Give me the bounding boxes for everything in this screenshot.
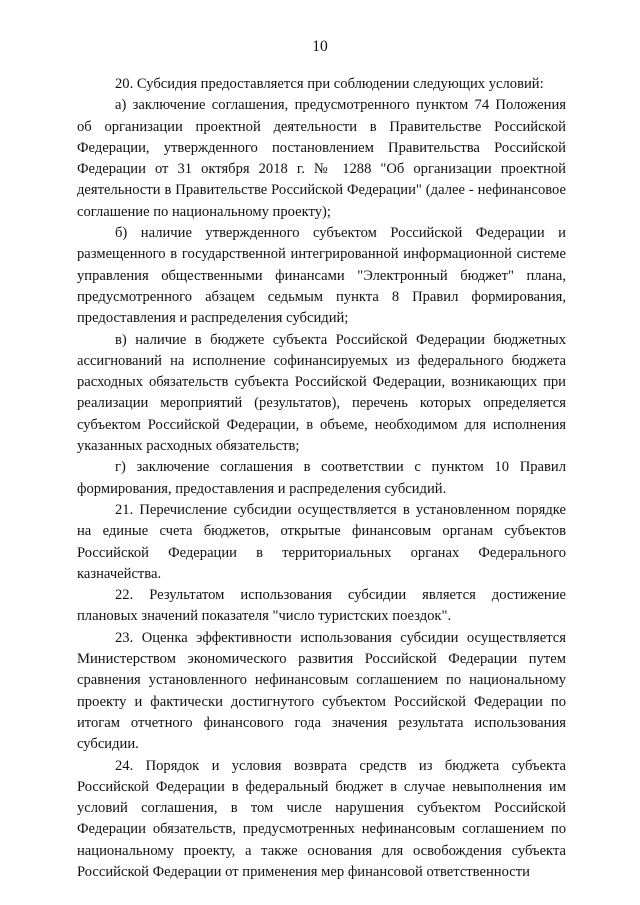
paragraph-20b: б) наличие утвержденного субъектом Российской Федерации и размещенного в государственной интегрированной информационной системе управления общественными финансами "Электронный бюджет" плана, предусмотренного абзацем седьмым пункта 8 Правил формирования, предоставления и распределения субсидий;: [77, 225, 566, 327]
paragraph-20g: г) заключение соглашения в соответствии с пунктом 10 Правил формирования, предоставления и распределения субсидий.: [77, 459, 566, 497]
page-number: 10: [312, 38, 328, 55]
paragraph-22: 22. Результатом использования субсидии является достижение плановых значений показателя "число туристских поездок".: [77, 587, 566, 625]
paragraph-20v: в) наличие в бюджете субъекта Российской Федерации бюджетных ассигнований на исполнение софинансируемых из федерального бюджета расходных обязательств субъекта Российской Федерации, возникающих при реализации мероприятий (результатов), перечень которых определяется субъектом Российской Федерации, в объеме, необходимом для исполнения указанных расходных обязательств;: [77, 331, 566, 455]
paragraph-20: 20. Субсидия предоставляется при соблюдении следующих условий:: [115, 76, 544, 92]
paragraph-21: 21. Перечисление субсидии осуществляется в установленном порядке на единые счета бюджетов, открытые финансовым органам субъектов Российской Федерации в территориальных органах Федерального казначейства.: [77, 501, 566, 582]
document-body: [77, 74, 566, 883]
paragraph-20a: а) заключение соглашения, предусмотренного пунктом 74 Положения об организации проектной деятельности в Правительстве Российской Федерации, утвержденного постановлением Правительства Российской Федерации от 31 октября 2018 г. № 1288 "Об организации проектной деятельности в Правительстве Российской Федерации" (далее - нефинансовое соглашение по национальному проекту);: [77, 97, 566, 220]
paragraph-24: 24. Порядок и условия возврата средств из бюджета субъекта Российской Федерации в федеральный бюджет в случае невыполнения им условий соглашения, в том числе нарушения субъектом Российской Федерации обязательств, предусмотренных нефинансовым соглашением по национальному проекту, а также основания для освобождения субъекта Российской Федерации от применения мер финансовой ответственности: [77, 757, 566, 880]
paragraph-23: 23. Оценка эффективности использования субсидии осуществляется Министерством экономического развития Российской Федерации путем сравнения установленного нефинансовым соглашением по национальному проекту и фактически достигнутого субъектом Российской Федерации по итогам отчетного финансового года значения результата использования субсидии.: [77, 629, 566, 753]
